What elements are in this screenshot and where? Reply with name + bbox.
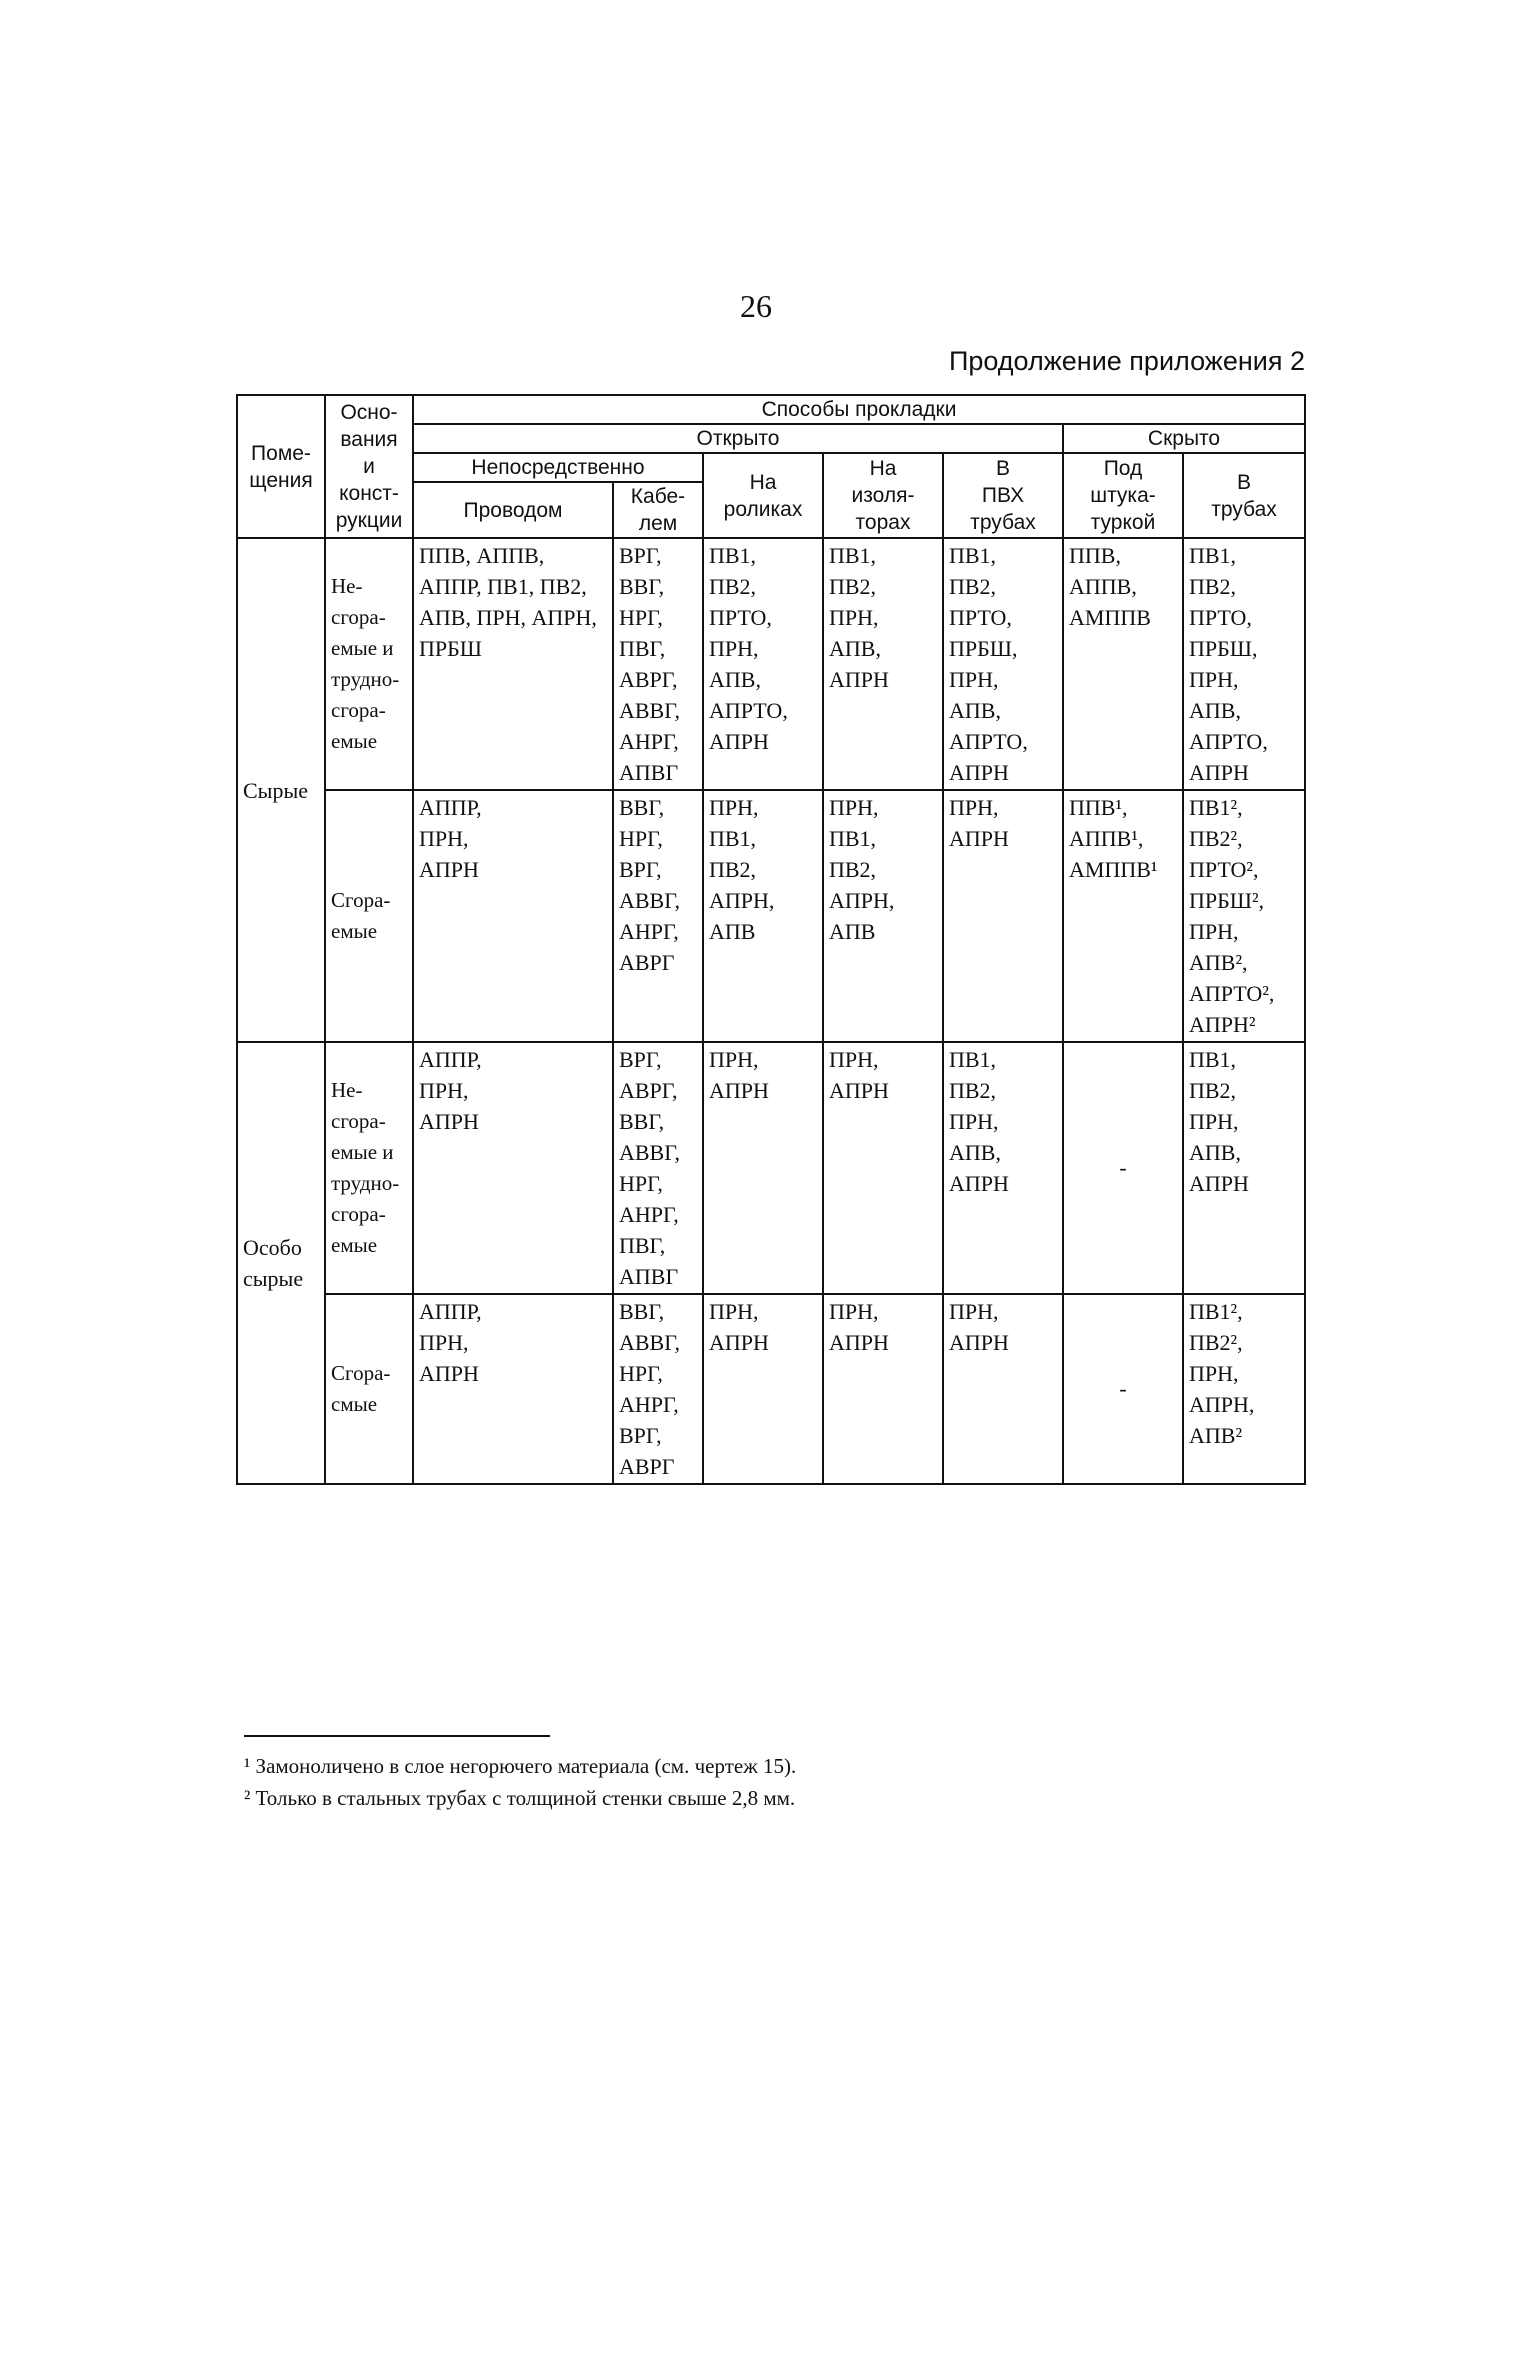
cell-line: АПРН (949, 1171, 1009, 1196)
cell-line: штука- (1090, 484, 1156, 507)
cell-line: АПРТО, (949, 729, 1028, 754)
cell-line: конст- (339, 482, 399, 505)
insulators-cell (823, 1294, 943, 1484)
cell-line: ПРТО², (1189, 857, 1259, 882)
cell-line: ВРГ, (619, 1047, 662, 1072)
cell-line: ПРН, (709, 1299, 759, 1324)
cell-line: ПРН, (829, 605, 879, 630)
cable-cell (613, 538, 703, 790)
cell-line: ПВ1, (1189, 543, 1237, 568)
header-pvc (943, 453, 1063, 538)
cell-line: трубах (970, 511, 1036, 534)
cell-line: ПВ1, (709, 826, 757, 851)
cell-line: ПРТО, (1189, 605, 1252, 630)
cell-line: АППВ, (1069, 574, 1137, 599)
cell-line: АПВ², (1189, 950, 1248, 975)
cell-line: НРГ, (619, 1361, 663, 1386)
footnote-rule (244, 1735, 550, 1737)
cell-line: емые (331, 1233, 378, 1257)
room-cell: Сырые (237, 538, 325, 1042)
cell-line: На (749, 470, 777, 494)
basis-cell (325, 790, 413, 1042)
cell-line: АПВ² (1189, 1423, 1243, 1448)
cell-line: АПРТО, (1189, 729, 1268, 754)
wire-cell (413, 790, 613, 1042)
cell-line: ПВ2, (949, 1078, 997, 1103)
cell-line: АПРН (419, 1109, 479, 1134)
basis-cell (325, 1042, 413, 1294)
header-basis (325, 395, 413, 538)
cell-line: АППВ¹, (1069, 826, 1144, 851)
cell-line: роликах (723, 497, 803, 521)
cell-line: ППВ¹, (1069, 795, 1128, 820)
cell-line: ПВ1², (1189, 1299, 1243, 1324)
cell-line: ВВГ, (619, 1299, 665, 1324)
cell-line: ПРН, (709, 636, 759, 661)
cell-line: ПВ2, (829, 574, 877, 599)
cable-cell (613, 1042, 703, 1294)
rollers-cell (703, 790, 823, 1042)
plaster-cell (1063, 538, 1183, 790)
insulators-cell (823, 1042, 943, 1294)
cell-line: Осно- (340, 401, 398, 424)
cell-line: ПРТО, (709, 605, 772, 630)
cell-line: АПРН (829, 1330, 889, 1355)
wiring-methods-table (236, 394, 1306, 1485)
cell-line: ППВ, АППВ, (419, 543, 545, 568)
cell-line: ПВ1, (949, 1047, 997, 1072)
header-plaster (1063, 453, 1183, 538)
cell-line: АПРН, (829, 888, 895, 913)
cell-line: вания (340, 428, 398, 451)
cell-line: сгора- (331, 1202, 386, 1226)
cell-line: ПВ2², (1189, 1330, 1243, 1355)
cell-line: ПРН, (419, 826, 469, 851)
cell-line: АВВГ, (619, 1140, 680, 1165)
pvc-cell (943, 790, 1063, 1042)
cell-line: АПРН² (1189, 1012, 1256, 1037)
cell-line: ПВ1, (829, 543, 877, 568)
header-direct: Непосредственно (413, 453, 703, 482)
cell-line: Сгора- (331, 1361, 391, 1385)
pipes-cell (1183, 538, 1305, 790)
cell-line: АПРН (419, 1361, 479, 1386)
table-row (237, 1042, 1305, 1294)
basis-cell (325, 1294, 413, 1484)
insulators-cell (823, 790, 943, 1042)
cell-line: ПРН, (829, 1299, 879, 1324)
cell-line: Не- (331, 1078, 363, 1102)
cell-line: и (363, 455, 375, 478)
cell-line: АПВ (829, 919, 876, 944)
cell-line: ПРН, (1189, 1109, 1239, 1134)
rollers-cell (703, 1294, 823, 1484)
cell-line: трубах (1211, 497, 1277, 521)
cell-line: АВРГ (619, 1454, 675, 1479)
cell-line: Сгора- (331, 888, 391, 912)
plaster-cell (1063, 790, 1183, 1042)
cell-line: АПВ, (1189, 1140, 1241, 1165)
header-methods: Способы прокладки (413, 395, 1305, 424)
cable-cell (613, 1294, 703, 1484)
plaster-cell: - (1063, 1294, 1183, 1484)
rollers-cell (703, 1042, 823, 1294)
cell-line: АППР, (419, 795, 482, 820)
cell-line: сгора- (331, 1109, 386, 1133)
cell-line: АПВ, (709, 667, 761, 692)
header-cable (613, 482, 703, 538)
cell-line: Под (1103, 457, 1143, 480)
cell-line: АНРГ, (619, 919, 679, 944)
cell-line: НРГ, (619, 605, 663, 630)
header-pipes (1183, 453, 1305, 538)
cell-line: ППВ, (1069, 543, 1121, 568)
pipes-cell (1183, 790, 1305, 1042)
cell-line: ПРН, (949, 795, 999, 820)
cell-line: ПРН, (709, 1047, 759, 1072)
header-insulators (823, 453, 943, 538)
cell-line: ВРГ, (619, 857, 662, 882)
cell-line: трудно- (331, 1171, 400, 1195)
cell-line: ВВГ, (619, 1109, 665, 1134)
cell-line: ПВ2², (1189, 826, 1243, 851)
pipes-cell (1183, 1042, 1305, 1294)
cell-line: АПРН (1189, 760, 1249, 785)
cell-line: емые (331, 729, 378, 753)
room-cell: Особо сырые (237, 1042, 325, 1484)
cell-line: емые и (331, 1140, 394, 1164)
plaster-cell: - (1063, 1042, 1183, 1294)
header-wire: Проводом (413, 482, 613, 538)
cell-line: На (869, 457, 897, 480)
cell-line: АВВГ, (619, 1330, 680, 1355)
cell-line: емые и (331, 636, 394, 660)
cell-line: АПВ, ПРН, АПРН, (419, 605, 597, 630)
basis-cell (325, 538, 413, 790)
cell-line: ПРБШ, (949, 636, 1018, 661)
cell-line: ПРН, (709, 795, 759, 820)
cell-line: ПРН, (949, 1109, 999, 1134)
cell-line: АНРГ, (619, 1202, 679, 1227)
cell-line: ВРГ, (619, 543, 662, 568)
footnote-2: ² Только в стальных трубах с толщиной стенки свыше 2,8 мм. (244, 1786, 796, 1810)
wire-cell (413, 1294, 613, 1484)
cell-line: АВВГ, (619, 888, 680, 913)
cell-line: АВРГ, (619, 667, 678, 692)
cell-line: ПВ1, (1189, 1047, 1237, 1072)
header-rollers (703, 453, 823, 538)
cell-line: АППР, (419, 1047, 482, 1072)
cell-line: НРГ, (619, 826, 663, 851)
cell-line: ВВГ, (619, 795, 665, 820)
cell-line: ПРН, (419, 1330, 469, 1355)
cell-line: АНРГ, (619, 729, 679, 754)
cell-line: ПВ1², (1189, 795, 1243, 820)
header-open: Открыто (413, 424, 1063, 453)
cell-line: АПВ, (829, 636, 881, 661)
cell-line: ПРН, (1189, 667, 1239, 692)
cell-line: ВВГ, (619, 574, 665, 599)
cell-line: ПВ1, (829, 826, 877, 851)
cell-line: АПРТО², (1189, 981, 1275, 1006)
cell-line: ПРН, (419, 1078, 469, 1103)
cell-line: АПРТО, (709, 698, 788, 723)
cell-line: ПРН, (949, 1299, 999, 1324)
cell-line: АВРГ (619, 950, 675, 975)
header-rooms: Поме-щения (237, 395, 325, 538)
cell-line: АПВ, (949, 698, 1001, 723)
cell-line: АПРН (949, 760, 1009, 785)
cell-line: ПРН, (1189, 1361, 1239, 1386)
continuation-title: Продолжение приложения 2 (948, 346, 1305, 376)
cell-line: ПВ1, (949, 543, 997, 568)
wire-cell (413, 1042, 613, 1294)
pvc-cell (943, 1042, 1063, 1294)
cell-line: АПРН, (1189, 1392, 1255, 1417)
wire-cell (413, 538, 613, 790)
cell-line: лем (638, 512, 678, 535)
cell-line: трудно- (331, 667, 400, 691)
cell-line: ПРБШ, (1189, 636, 1258, 661)
cell-line: Не- (331, 574, 363, 598)
cell-line: АНРГ, (619, 1392, 679, 1417)
cell-line: АПВ (709, 919, 756, 944)
cell-line: АПРН (829, 667, 889, 692)
cell-line: АПВГ (619, 1264, 679, 1289)
cell-line: АПВ, (1189, 698, 1241, 723)
footnote-1: ¹ Замоноличено в слое негорючего материала (см. чертеж 15). (244, 1754, 797, 1778)
cell-line: АПРН (709, 1330, 769, 1355)
cell-line: АВРГ, (619, 1078, 678, 1103)
cell-line: АПРН (829, 1078, 889, 1103)
cell-line: ПРН, (1189, 919, 1239, 944)
pvc-cell (943, 538, 1063, 790)
cell-line: смые (331, 1392, 378, 1416)
cell-line: АПРН (419, 857, 479, 882)
footnotes (244, 1750, 796, 1814)
cell-line: сгора- (331, 605, 386, 629)
cell-line: ПВ1, (709, 543, 757, 568)
cell-line: АПРН (709, 729, 769, 754)
page-number: 26 (740, 288, 772, 324)
cell-line: Кабе- (630, 485, 686, 508)
cell-line: изоля- (851, 484, 915, 507)
cell-line: торах (855, 511, 911, 534)
pipes-cell (1183, 1294, 1305, 1484)
cell-line: ПРН, (829, 1047, 879, 1072)
cell-line: сгора- (331, 698, 386, 722)
cell-line: АППР, ПВ1, ПВ2, (419, 574, 587, 599)
cell-line: ПРБШ², (1189, 888, 1265, 913)
cell-line: В (995, 457, 1010, 480)
rollers-cell (703, 538, 823, 790)
cell-line: ПРБШ (419, 636, 482, 661)
cell-line: ПРН, (829, 795, 879, 820)
table-row (237, 1294, 1305, 1484)
cell-line: НРГ, (619, 1171, 663, 1196)
cell-line: АПРН (709, 1078, 769, 1103)
cell-line: АППР, (419, 1299, 482, 1324)
cable-cell (613, 790, 703, 1042)
insulators-cell (823, 538, 943, 790)
cell-line: АПРН (949, 826, 1009, 851)
cell-line: ПВХ (981, 484, 1025, 507)
cell-line: АПВ, (949, 1140, 1001, 1165)
cell-line: АМППВ¹ (1069, 857, 1158, 882)
cell-line: рукции (335, 509, 403, 532)
cell-line: ПВГ, (619, 1233, 666, 1258)
cell-line: ПВ2, (709, 857, 757, 882)
cell-line: АПРН (1189, 1171, 1249, 1196)
cell-line: ПВ2, (829, 857, 877, 882)
table-row (237, 538, 1305, 790)
cell-line: В (1237, 470, 1252, 494)
cell-line: ПВГ, (619, 636, 666, 661)
cell-line: ПВ2, (1189, 1078, 1237, 1103)
cell-line: АПРН (949, 1330, 1009, 1355)
cell-line: АПВГ (619, 760, 679, 785)
cell-line: ПВ2, (949, 574, 997, 599)
cell-line: ПВ2, (1189, 574, 1237, 599)
pvc-cell (943, 1294, 1063, 1484)
cell-line: ВРГ, (619, 1423, 662, 1448)
cell-line: ПРТО, (949, 605, 1012, 630)
cell-line: АПРН, (709, 888, 775, 913)
cell-line: емые (331, 919, 378, 943)
cell-line: туркой (1090, 511, 1156, 534)
cell-line: АМППВ (1069, 605, 1151, 630)
cell-line: АВВГ, (619, 698, 680, 723)
cell-line: ПРН, (949, 667, 999, 692)
cell-line: ПВ2, (709, 574, 757, 599)
table-row (237, 790, 1305, 1042)
header-hidden: Скрыто (1063, 424, 1305, 453)
